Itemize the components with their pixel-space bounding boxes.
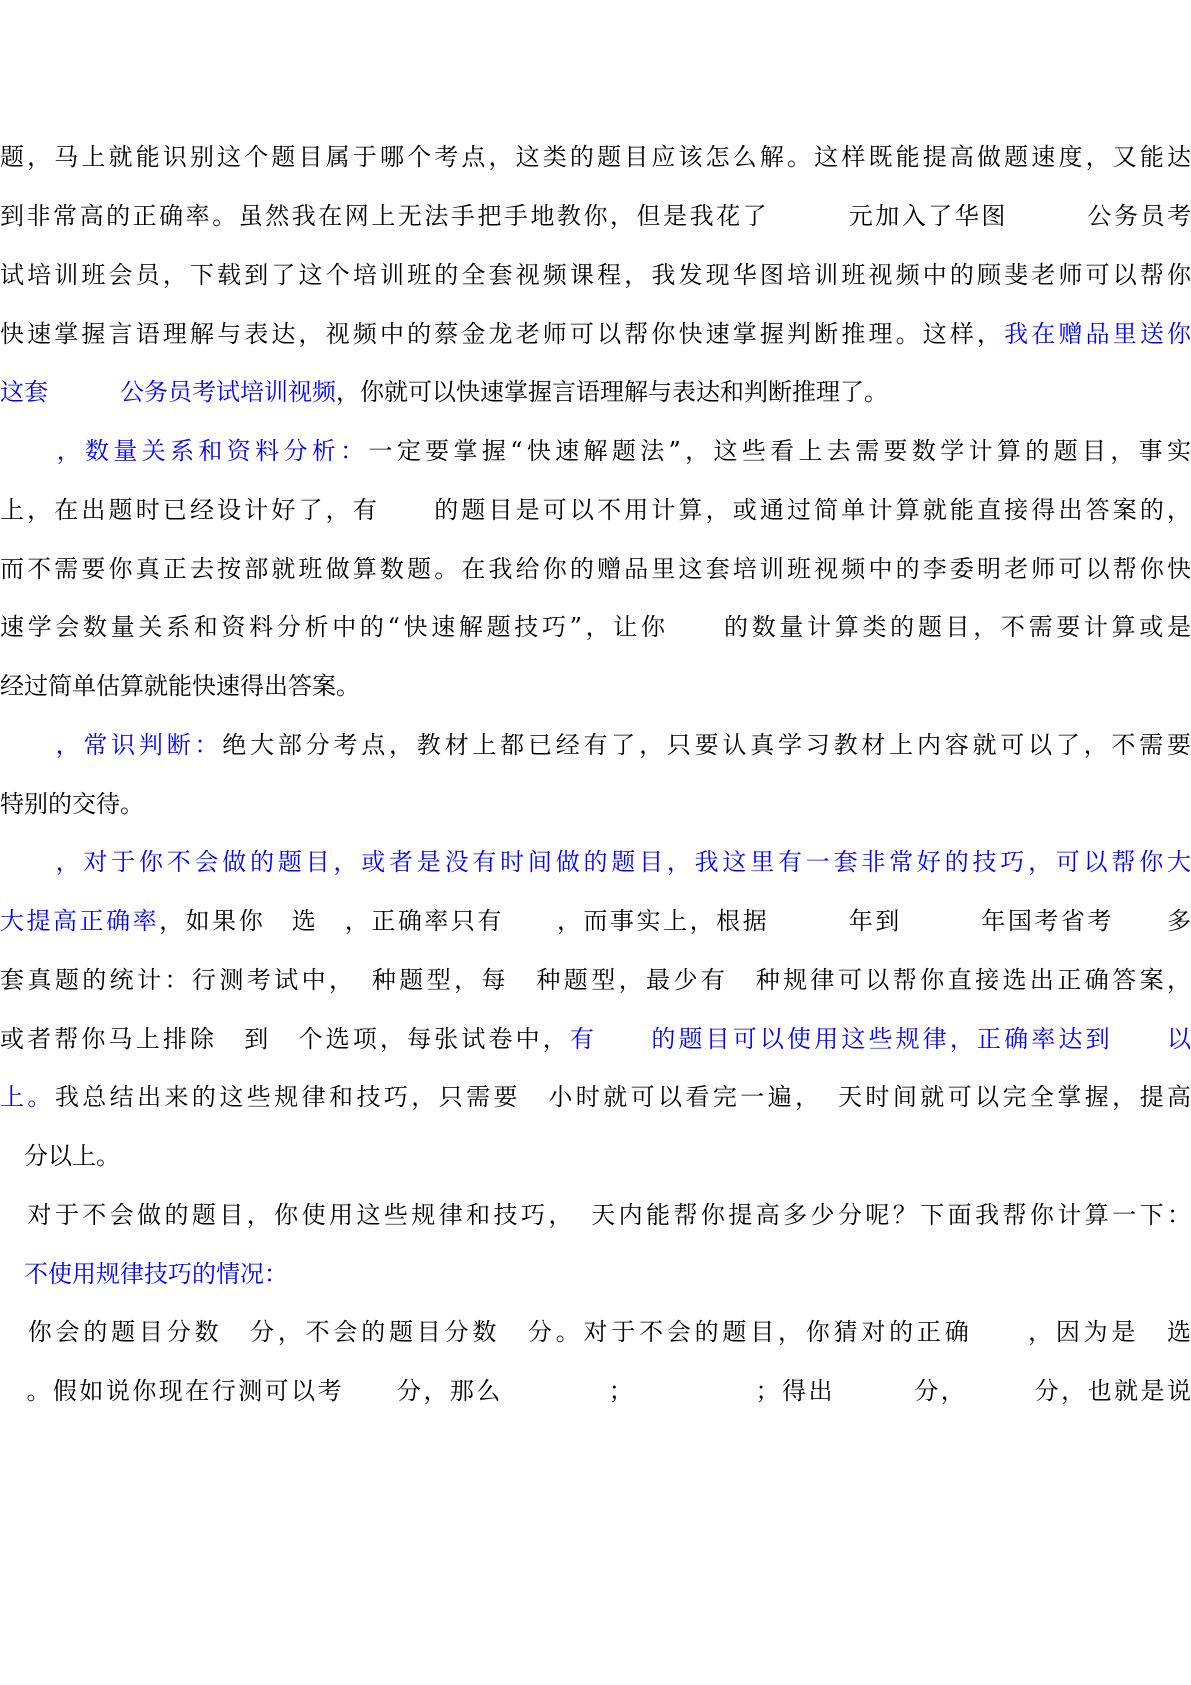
highlight-text: 我在赠品里送你 xyxy=(1004,320,1191,348)
section-heading: 不使用规律技巧的情况： xyxy=(0,1260,288,1288)
paragraph-4-line-1 xyxy=(0,842,1191,882)
paragraph-5-line-1 xyxy=(0,1195,1191,1235)
paragraph-2-line-2 xyxy=(0,490,1191,530)
section-heading: ，常识判断： xyxy=(0,731,223,759)
text-run: 套真题的统计：行测考试中， 种题型，每 种题型，最少有 种规律可以帮你直接选出正确答案， xyxy=(0,966,1191,994)
paragraph-3-line-2 xyxy=(0,784,1191,824)
paragraph-5-line-3 xyxy=(0,1312,1191,1352)
text-run: 或者帮你马上排除 到 个选项，每张试卷中， xyxy=(0,1025,570,1053)
text-run: 绝大部分考点，教材上都已经有了，只要认真学习教材上内容就可以了，不需要 xyxy=(222,731,1191,759)
text-run: 到非常高的正确率。虽然我在网上无法手把手地教你，但是我花了 元加入了华图 公务员考 xyxy=(0,202,1191,230)
text-run: 题，马上就能识别这个题目属于哪个考点，这类的题目应该怎么解。这样既能提高做题速度，又能达 xyxy=(0,143,1191,171)
text-run: 对于不会做的题目，你使用这些规律和技巧， 天内能帮你提高多少分呢？下面我帮你计算一下： xyxy=(0,1201,1191,1229)
text-run: 而不需要你真正去按部就班做算数题。在我给你的赠品里这套培训班视频中的李委明老师可以帮你快 xyxy=(0,555,1191,583)
paragraph-4-line-3 xyxy=(0,960,1191,1000)
text-run: 特别的交待。 xyxy=(0,790,144,818)
text-run: ，你就可以快速掌握言语理解与表达和判断推理了。 xyxy=(336,378,888,406)
text-run: 一定要掌握“快速解题法”，这些看上去需要数学计算的题目，事实 xyxy=(368,437,1191,465)
text-run: 上，在出题时已经设计好了，有 的题目是可以不用计算，或通过简单计算就能直接得出答案的， xyxy=(0,496,1191,524)
text-run: 。假如说你现在行测可以考 分，那么 ； ；得出 分， 分，也就是说 xyxy=(0,1377,1191,1405)
paragraph-1-line-5 xyxy=(0,372,1191,412)
paragraph-1-line-1 xyxy=(0,137,1191,177)
text-run: 速学会数量关系和资料分析中的“快速解题技巧”，让你 的数量计算类的题目，不需要计算或是 xyxy=(0,613,1191,641)
text-run: 经过简单估算就能快速得出答案。 xyxy=(0,672,360,700)
paragraph-4-line-4 xyxy=(0,1019,1191,1059)
paragraph-1-line-4 xyxy=(0,314,1191,354)
text-run: 分以上。 xyxy=(0,1142,120,1170)
paragraph-2-line-4 xyxy=(0,607,1191,647)
text-run: 试培训班会员，下载到了这个培训班的全套视频课程，我发现华图培训班视频中的顾斐老师可以帮你 xyxy=(0,261,1191,289)
paragraph-4-line-6 xyxy=(0,1136,1191,1176)
paragraph-2-line-5 xyxy=(0,666,1191,706)
highlight-text: 这套 公务员考试培训视频 xyxy=(0,378,336,406)
highlight-text: 有 的题目可以使用这些规律，正确率达到 以 xyxy=(569,1025,1191,1053)
text-run: 你会的题目分数 分，不会的题目分数 分。对于不会的题目，你猜对的正确 ，因为是 选 xyxy=(0,1318,1191,1346)
text-run: 快速掌握言语理解与表达，视频中的蔡金龙老师可以帮你快速掌握判断推理。这样， xyxy=(0,320,1005,348)
highlight-text: 大提高正确率 xyxy=(0,907,160,935)
paragraph-3-line-1 xyxy=(0,725,1191,765)
highlight-text: 上。 xyxy=(0,1083,55,1111)
highlight-text: ，对于你不会做的题目，或者是没有时间做的题目，我这里有一套非常好的技巧，可以帮你大 xyxy=(0,848,1191,876)
section-heading: ，数量关系和资料分析： xyxy=(0,437,369,465)
paragraph-1-line-2 xyxy=(0,196,1191,236)
paragraph-2-line-1 xyxy=(0,431,1191,471)
paragraph-4-line-2 xyxy=(0,901,1191,941)
paragraph-4-line-5 xyxy=(0,1077,1191,1117)
paragraph-1-line-3 xyxy=(0,255,1191,295)
paragraph-5-line-4 xyxy=(0,1371,1191,1411)
paragraph-5-line-2 xyxy=(0,1254,1191,1294)
text-run: 我总结出来的这些规律和技巧，只需要 小时就可以看完一遍， 天时间就可以完全掌握，提高 xyxy=(54,1083,1191,1111)
text-run: ，如果你 选 ，正确率只有 ，而事实上，根据 年到 年国考省考 多 xyxy=(159,907,1191,935)
paragraph-2-line-3 xyxy=(0,549,1191,589)
